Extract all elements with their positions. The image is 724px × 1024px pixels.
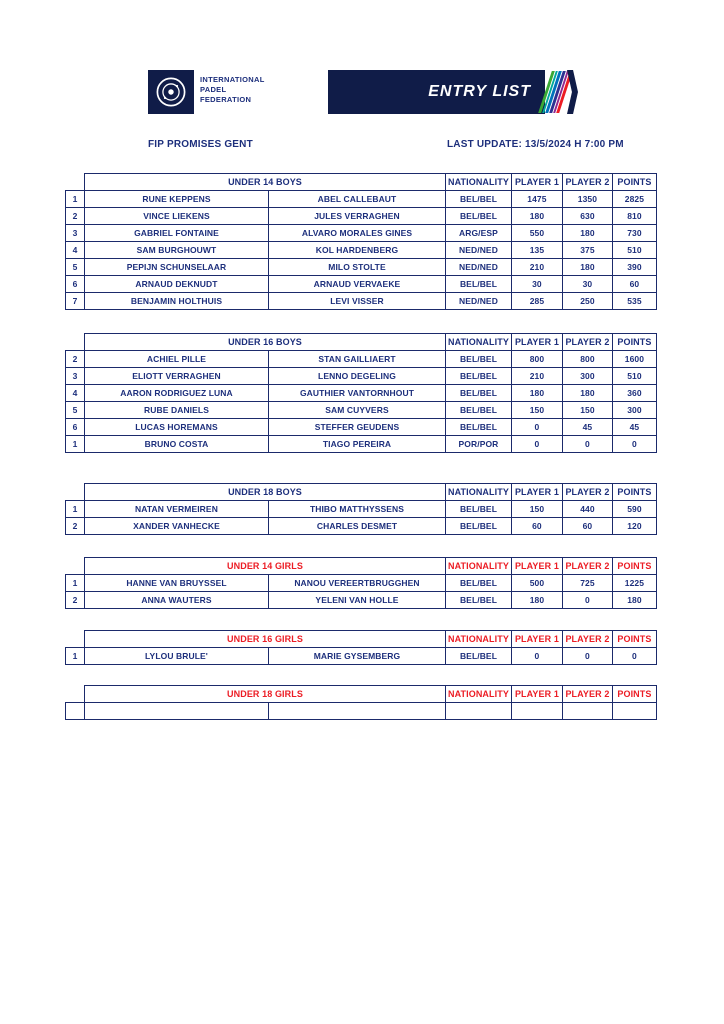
last-update: LAST UPDATE: 13/5/2024 H 7:00 PM <box>447 139 624 150</box>
col-header-player-2: PLAYER 2 <box>562 686 612 703</box>
points2-cell: 440 <box>562 501 612 518</box>
row-number-cell: 1 <box>66 501 85 518</box>
banner-gap <box>272 70 328 114</box>
player2-cell: ABEL CALLEBAUT <box>269 191 446 208</box>
table-header-row <box>66 558 657 575</box>
player2-cell: GAUTHIER VANTORNHOUT <box>269 385 446 402</box>
entry-list-banner <box>328 70 545 114</box>
table-header-row <box>66 484 657 501</box>
points2-cell: 1350 <box>562 191 612 208</box>
federation-name <box>194 70 272 114</box>
points-total-cell: 360 <box>612 385 656 402</box>
points1-cell <box>511 703 562 720</box>
player1-cell: LYLOU BRULE' <box>85 648 269 665</box>
col-header-player-2: PLAYER 2 <box>562 558 612 575</box>
points1-cell: 550 <box>511 225 562 242</box>
player2-cell: JULES VERRAGHEN <box>269 208 446 225</box>
nationality-cell: BEL/BEL <box>446 648 512 665</box>
table-row <box>66 191 657 208</box>
row-number-cell: 4 <box>66 385 85 402</box>
points2-cell: 0 <box>562 436 612 453</box>
player1-cell <box>85 703 269 720</box>
banner-title: ENTRY LIST <box>428 83 531 100</box>
row-number-cell: 7 <box>66 293 85 310</box>
points1-cell: 800 <box>511 351 562 368</box>
points1-cell: 0 <box>511 648 562 665</box>
points2-cell: 180 <box>562 385 612 402</box>
entry-table-under-14-girls <box>65 557 657 609</box>
nationality-cell: BEL/BEL <box>446 351 512 368</box>
points-total-cell: 730 <box>612 225 656 242</box>
table-row <box>66 242 657 259</box>
points1-cell: 180 <box>511 385 562 402</box>
points1-cell: 500 <box>511 575 562 592</box>
nationality-cell <box>446 703 512 720</box>
col-header-nationality: NATIONALITY <box>446 558 512 575</box>
table-header-row <box>66 334 657 351</box>
col-header-points: POINTS <box>612 334 656 351</box>
points-total-cell: 300 <box>612 402 656 419</box>
table-row <box>66 592 657 609</box>
points-total-cell: 390 <box>612 259 656 276</box>
player1-cell: SAM BURGHOUWT <box>85 242 269 259</box>
table-header-row <box>66 686 657 703</box>
header-ghost-cell <box>66 174 85 191</box>
player1-cell: LUCAS HOREMANS <box>85 419 269 436</box>
player2-cell: STEFFER GEUDENS <box>269 419 446 436</box>
player2-cell: SAM CUYVERS <box>269 402 446 419</box>
points2-cell: 180 <box>562 259 612 276</box>
player2-cell: STAN GAILLIAERT <box>269 351 446 368</box>
row-number-cell: 4 <box>66 242 85 259</box>
points-total-cell: 60 <box>612 276 656 293</box>
points2-cell: 60 <box>562 518 612 535</box>
points1-cell: 135 <box>511 242 562 259</box>
points2-cell: 250 <box>562 293 612 310</box>
table-row <box>66 351 657 368</box>
row-number-cell <box>66 703 85 720</box>
header-banner <box>148 70 578 114</box>
row-number-cell: 3 <box>66 225 85 242</box>
col-header-player-1: PLAYER 1 <box>511 334 562 351</box>
header-ghost-cell <box>66 631 85 648</box>
nationality-cell: BEL/BEL <box>446 402 512 419</box>
points1-cell: 1475 <box>511 191 562 208</box>
table-header-row <box>66 631 657 648</box>
table-title: UNDER 16 BOYS <box>85 334 446 351</box>
points-total-cell: 0 <box>612 436 656 453</box>
table-row <box>66 225 657 242</box>
points-total-cell <box>612 703 656 720</box>
points2-cell: 150 <box>562 402 612 419</box>
points2-cell: 375 <box>562 242 612 259</box>
points-total-cell: 535 <box>612 293 656 310</box>
col-header-points: POINTS <box>612 558 656 575</box>
row-number-cell: 2 <box>66 592 85 609</box>
row-number-cell: 2 <box>66 208 85 225</box>
entry-table-under-18-boys <box>65 483 657 535</box>
points2-cell: 725 <box>562 575 612 592</box>
points1-cell: 0 <box>511 436 562 453</box>
table-row <box>66 293 657 310</box>
nationality-cell: BEL/BEL <box>446 592 512 609</box>
row-number-cell: 1 <box>66 191 85 208</box>
points1-cell: 180 <box>511 208 562 225</box>
col-header-player-1: PLAYER 1 <box>511 484 562 501</box>
nationality-cell: BEL/BEL <box>446 575 512 592</box>
player2-cell: ALVARO MORALES GINES <box>269 225 446 242</box>
table-row <box>66 703 657 720</box>
nationality-cell: BEL/BEL <box>446 368 512 385</box>
player2-cell: CHARLES DESMET <box>269 518 446 535</box>
table-title: UNDER 18 GIRLS <box>85 686 446 703</box>
points2-cell: 800 <box>562 351 612 368</box>
player1-cell: GABRIEL FONTAINE <box>85 225 269 242</box>
col-header-points: POINTS <box>612 174 656 191</box>
table-row <box>66 648 657 665</box>
logo-line-2: PADEL <box>200 85 227 95</box>
row-number-cell: 6 <box>66 419 85 436</box>
player1-cell: ARNAUD DEKNUDT <box>85 276 269 293</box>
table-row <box>66 402 657 419</box>
points-total-cell: 810 <box>612 208 656 225</box>
fip-emblem-icon <box>154 75 188 109</box>
fip-logo <box>148 70 194 114</box>
row-number-cell: 6 <box>66 276 85 293</box>
row-number-cell: 2 <box>66 351 85 368</box>
player2-cell: THIBO MATTHYSSENS <box>269 501 446 518</box>
table-title: UNDER 14 GIRLS <box>85 558 446 575</box>
points1-cell: 150 <box>511 402 562 419</box>
table-row <box>66 518 657 535</box>
points-total-cell: 120 <box>612 518 656 535</box>
player1-cell: ELIOTT VERRAGHEN <box>85 368 269 385</box>
table-title: UNDER 18 BOYS <box>85 484 446 501</box>
nationality-cell: BEL/BEL <box>446 419 512 436</box>
points2-cell: 180 <box>562 225 612 242</box>
points-total-cell: 180 <box>612 592 656 609</box>
player2-cell: YELENI VAN HOLLE <box>269 592 446 609</box>
points1-cell: 30 <box>511 276 562 293</box>
col-header-nationality: NATIONALITY <box>446 334 512 351</box>
player2-cell: KOL HARDENBERG <box>269 242 446 259</box>
nationality-cell: BEL/BEL <box>446 276 512 293</box>
player2-cell: NANOU VEREERTBRUGGHEN <box>269 575 446 592</box>
table-row <box>66 259 657 276</box>
col-header-points: POINTS <box>612 631 656 648</box>
event-title: FIP PROMISES GENT <box>148 139 253 150</box>
points-total-cell: 1600 <box>612 351 656 368</box>
points1-cell: 0 <box>511 419 562 436</box>
player2-cell: TIAGO PEREIRA <box>269 436 446 453</box>
entry-table-under-16-girls <box>65 630 657 665</box>
nationality-cell: BEL/BEL <box>446 191 512 208</box>
points2-cell <box>562 703 612 720</box>
col-header-player-1: PLAYER 1 <box>511 558 562 575</box>
nationality-cell: NED/NED <box>446 242 512 259</box>
row-number-cell: 5 <box>66 402 85 419</box>
points2-cell: 0 <box>562 648 612 665</box>
entry-table-under-16-boys <box>65 333 657 453</box>
row-number-cell: 3 <box>66 368 85 385</box>
points1-cell: 150 <box>511 501 562 518</box>
points-total-cell: 590 <box>612 501 656 518</box>
points2-cell: 45 <box>562 419 612 436</box>
table-title: UNDER 16 GIRLS <box>85 631 446 648</box>
nationality-cell: BEL/BEL <box>446 501 512 518</box>
table-header-row <box>66 174 657 191</box>
table-row <box>66 501 657 518</box>
header-ghost-cell <box>66 334 85 351</box>
nationality-cell: ARG/ESP <box>446 225 512 242</box>
nationality-cell: BEL/BEL <box>446 208 512 225</box>
player1-cell: XANDER VANHECKE <box>85 518 269 535</box>
table-row <box>66 419 657 436</box>
player1-cell: RUNE KEPPENS <box>85 191 269 208</box>
player1-cell: ANNA WAUTERS <box>85 592 269 609</box>
row-number-cell: 2 <box>66 518 85 535</box>
table-row <box>66 385 657 402</box>
player1-cell: NATAN VERMEIREN <box>85 501 269 518</box>
points-total-cell: 1225 <box>612 575 656 592</box>
points1-cell: 210 <box>511 259 562 276</box>
points1-cell: 180 <box>511 592 562 609</box>
col-header-player-2: PLAYER 2 <box>562 631 612 648</box>
arrow-decoration <box>567 70 578 114</box>
table-title: UNDER 14 BOYS <box>85 174 446 191</box>
table-row <box>66 368 657 385</box>
player1-cell: PEPIJN SCHUNSELAAR <box>85 259 269 276</box>
nationality-cell: POR/POR <box>446 436 512 453</box>
player2-cell: LEVI VISSER <box>269 293 446 310</box>
player1-cell: BRUNO COSTA <box>85 436 269 453</box>
col-header-nationality: NATIONALITY <box>446 631 512 648</box>
row-number-cell: 1 <box>66 648 85 665</box>
points2-cell: 630 <box>562 208 612 225</box>
player1-cell: VINCE LIEKENS <box>85 208 269 225</box>
col-header-nationality: NATIONALITY <box>446 484 512 501</box>
col-header-nationality: NATIONALITY <box>446 686 512 703</box>
points1-cell: 60 <box>511 518 562 535</box>
player2-cell: MARIE GYSEMBERG <box>269 648 446 665</box>
col-header-player-2: PLAYER 2 <box>562 484 612 501</box>
col-header-player-2: PLAYER 2 <box>562 334 612 351</box>
logo-line-3: FEDERATION <box>200 95 252 105</box>
points-total-cell: 0 <box>612 648 656 665</box>
table-row <box>66 436 657 453</box>
header-ghost-cell <box>66 484 85 501</box>
col-header-player-1: PLAYER 1 <box>511 631 562 648</box>
nationality-cell: BEL/BEL <box>446 385 512 402</box>
player2-cell: MILO STOLTE <box>269 259 446 276</box>
points1-cell: 285 <box>511 293 562 310</box>
entry-table-under-14-boys <box>65 173 657 310</box>
points2-cell: 30 <box>562 276 612 293</box>
nationality-cell: BEL/BEL <box>446 518 512 535</box>
player1-cell: AARON RODRIGUEZ LUNA <box>85 385 269 402</box>
points-total-cell: 510 <box>612 242 656 259</box>
header-ghost-cell <box>66 686 85 703</box>
player2-cell <box>269 703 446 720</box>
player1-cell: ACHIEL PILLE <box>85 351 269 368</box>
player2-cell: LENNO DEGELING <box>269 368 446 385</box>
nationality-cell: NED/NED <box>446 259 512 276</box>
points-total-cell: 510 <box>612 368 656 385</box>
col-header-player-2: PLAYER 2 <box>562 174 612 191</box>
row-number-cell: 1 <box>66 575 85 592</box>
points2-cell: 0 <box>562 592 612 609</box>
row-number-cell: 5 <box>66 259 85 276</box>
row-number-cell: 1 <box>66 436 85 453</box>
points2-cell: 300 <box>562 368 612 385</box>
points-total-cell: 45 <box>612 419 656 436</box>
player2-cell: ARNAUD VERVAEKE <box>269 276 446 293</box>
col-header-player-1: PLAYER 1 <box>511 174 562 191</box>
nationality-cell: NED/NED <box>446 293 512 310</box>
table-row <box>66 575 657 592</box>
player1-cell: BENJAMIN HOLTHUIS <box>85 293 269 310</box>
table-row <box>66 276 657 293</box>
header-ghost-cell <box>66 558 85 575</box>
player1-cell: RUBE DANIELS <box>85 402 269 419</box>
player1-cell: HANNE VAN BRUYSSEL <box>85 575 269 592</box>
entry-table-under-18-girls <box>65 685 657 720</box>
col-header-player-1: PLAYER 1 <box>511 686 562 703</box>
logo-line-1: INTERNATIONAL <box>200 75 265 84</box>
table-row <box>66 208 657 225</box>
col-header-points: POINTS <box>612 686 656 703</box>
col-header-points: POINTS <box>612 484 656 501</box>
points-total-cell: 2825 <box>612 191 656 208</box>
col-header-nationality: NATIONALITY <box>446 174 512 191</box>
points1-cell: 210 <box>511 368 562 385</box>
